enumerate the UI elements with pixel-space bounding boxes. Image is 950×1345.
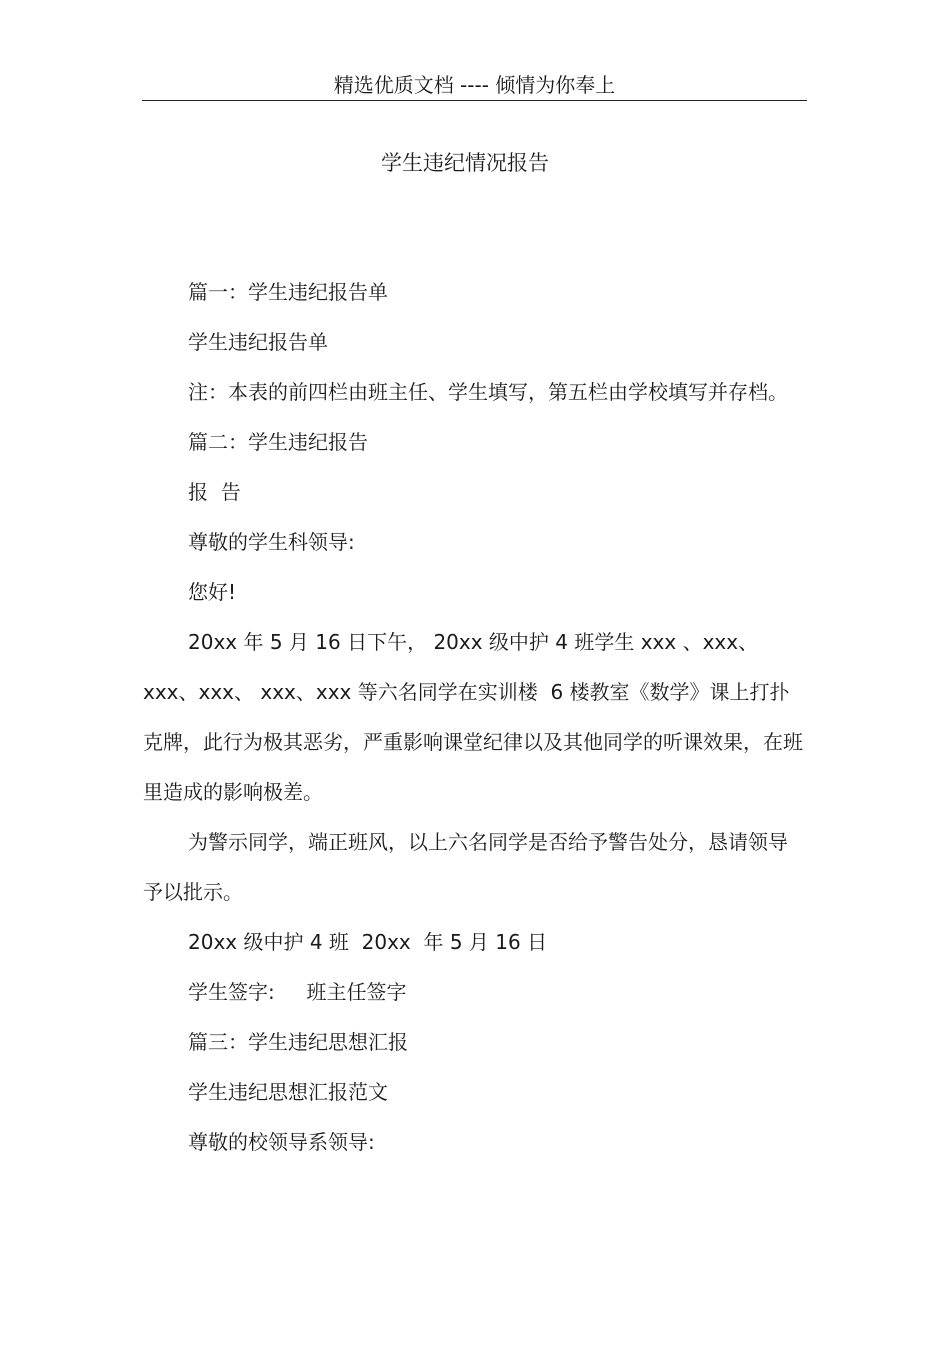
paragraph-section-three-heading: 篇三：学生违纪思想汇报: [188, 1030, 408, 1054]
paragraph-section-one-heading: 篇一：学生违纪报告单: [188, 280, 388, 304]
paragraph-request: 为警示同学，端正班风，以上六名同学是否给予警告处分，恳请领导予以批示。: [143, 830, 788, 904]
paragraph-greeting: 您好!: [188, 580, 237, 604]
paragraph-essay-title: 学生违纪思想汇报范文: [188, 1080, 388, 1104]
paragraph-note: 注：本表的前四栏由班主任、学生填写，第五栏由学校填写并存档。: [188, 380, 788, 404]
document-body: [143, 267, 803, 1167]
paragraph-signatures: 学生签字: 班主任签字: [188, 980, 407, 1004]
page-header: 精选优质文档 ---- 倾情为你奉上: [142, 72, 807, 101]
paragraph-section-two-heading: 篇二：学生违纪报告: [188, 430, 368, 454]
document-title: 学生违纪情况报告: [381, 151, 549, 175]
paragraph-report-form-title: 学生违纪报告单: [188, 330, 328, 354]
paragraph-report-label: 报 告: [188, 480, 241, 504]
paragraph-date-line: 20xx 级中护 4 班 20xx 年 5 月 16 日: [188, 930, 548, 954]
paragraph-salutation-two: 尊敬的校领导系领导:: [188, 1130, 375, 1154]
paragraph-salutation: 尊敬的学生科领导:: [188, 530, 355, 554]
paragraph-incident: 20xx 年 5 月 16 日下午， 20xx 级中护 4 班学生 xxx 、xxx、xxx、xxx、 xxx、xxx 等六名同学在实训楼 6 楼教室《数学》课上打扑克牌，此行为极其恶劣，严重影响课堂纪律以及其他同学的听课效果，在班里造成的影响极差。: [143, 630, 803, 804]
